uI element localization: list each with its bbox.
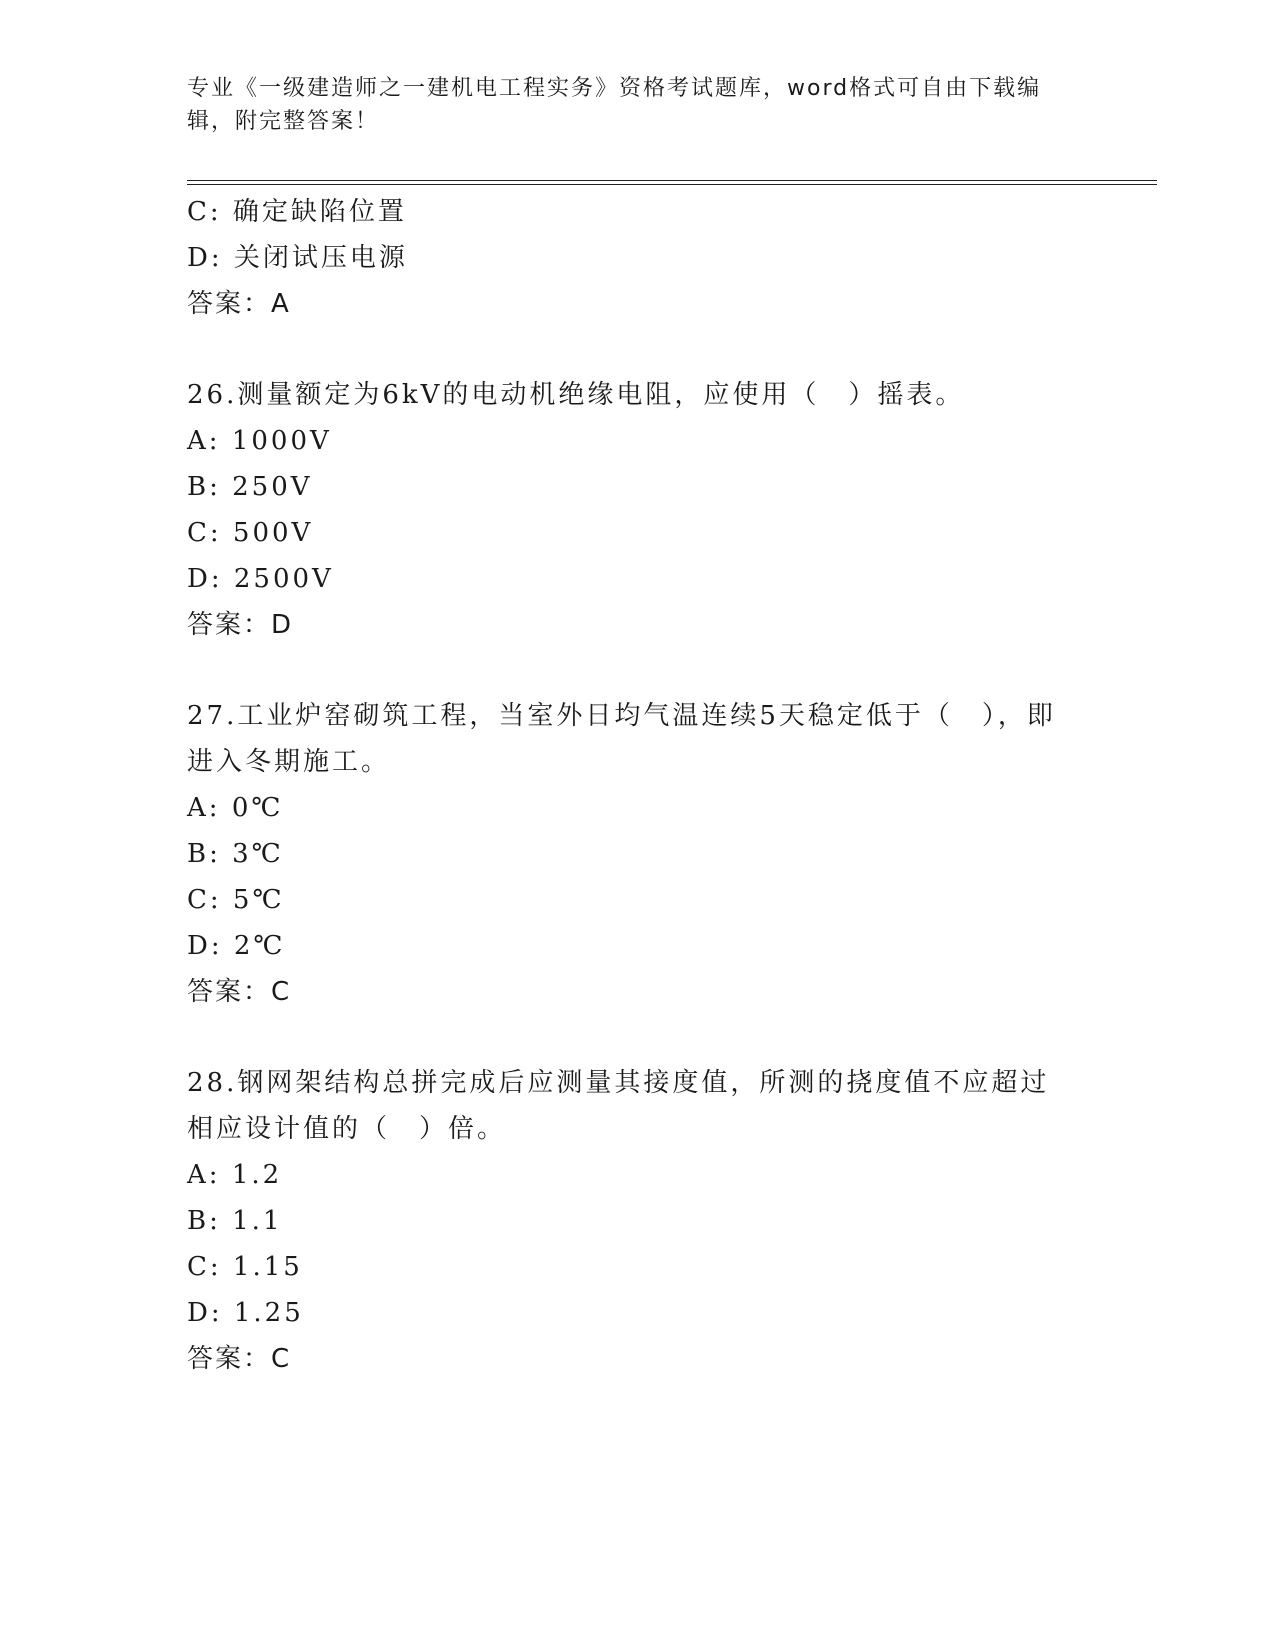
header-divider-top — [187, 180, 1157, 181]
answer-line: 答案：D — [187, 610, 293, 640]
option-d: D: 2℃ — [187, 931, 286, 961]
document-body — [187, 189, 1087, 1382]
option-d: D: 关闭试压电源 — [187, 243, 408, 273]
option-a: A: 0℃ — [187, 793, 284, 823]
question-text: 28.钢网架结构总拼完成后应测量其接度值，所测的挠度值不应超过相应设计值的（ ）倍。 — [187, 1068, 1050, 1144]
question-text: 26.测量额定为6kV的电动机绝缘电阻，应使用（ ）摇表。 — [187, 380, 965, 410]
answer-line: 答案：C — [187, 1344, 291, 1374]
option-a: A: 1.2 — [187, 1160, 283, 1190]
option-c: C: 确定缺陷位置 — [187, 197, 407, 227]
option-d: D: 1.25 — [187, 1298, 304, 1328]
question-28 — [187, 1060, 1087, 1382]
option-c: C: 5℃ — [187, 885, 285, 915]
option-d: D: 2500V — [187, 564, 334, 594]
question-26 — [187, 372, 1087, 648]
answer-line: 答案：A — [187, 289, 290, 319]
question-27 — [187, 693, 1087, 1015]
option-a: A: 1000V — [187, 426, 332, 456]
option-c: C: 1.15 — [187, 1252, 303, 1282]
document-header: 专业《一级建造师之一建机电工程实务》资格考试题库，word格式可自由下载编辑，附完整答案！ — [187, 76, 1042, 134]
answer-line: 答案：C — [187, 977, 291, 1007]
option-b: B: 3℃ — [187, 839, 284, 869]
option-c: C: 500V — [187, 518, 314, 548]
option-b: B: 1.1 — [187, 1206, 283, 1236]
header-divider-bottom — [187, 184, 1157, 185]
option-b: B: 250V — [187, 472, 313, 502]
question-text: 27.工业炉窑砌筑工程，当室外日均气温连续5天稳定低于（ ），即进入冬期施工。 — [187, 701, 1056, 777]
question-continued — [187, 189, 1087, 327]
